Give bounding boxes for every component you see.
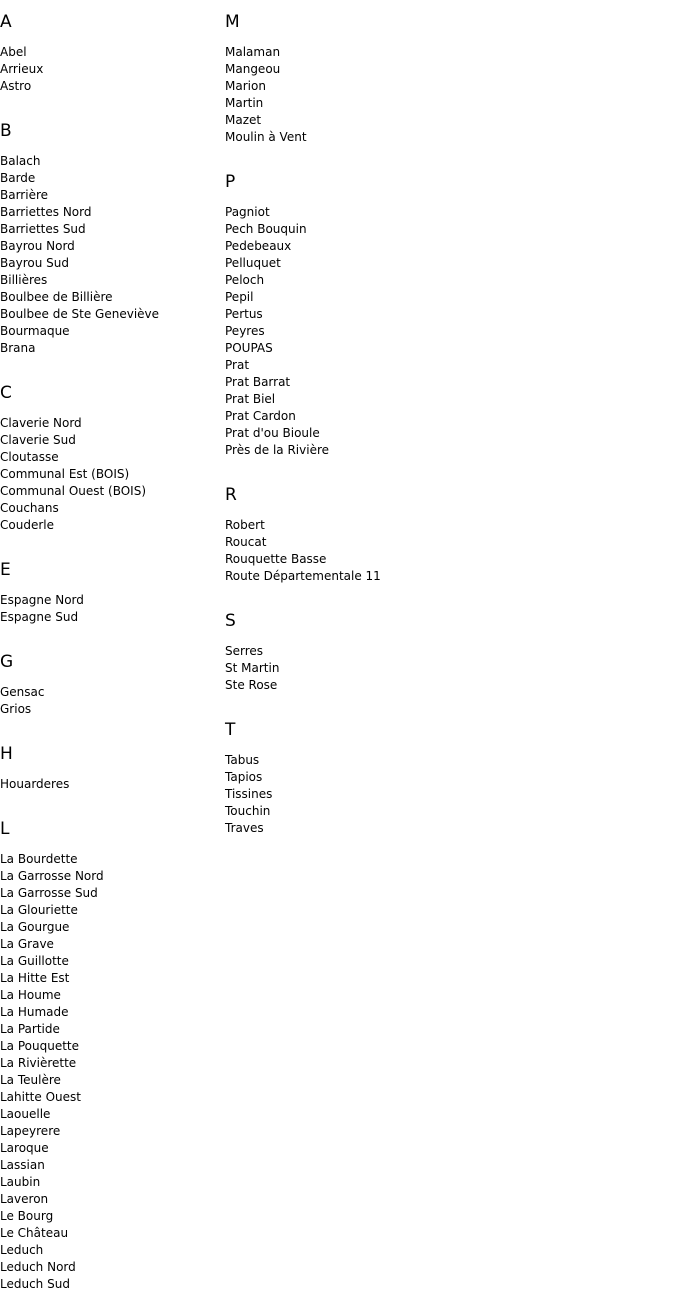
place-link[interactable]: POUPAS (225, 341, 273, 355)
place-link[interactable]: Claverie Nord (0, 416, 82, 430)
place-link[interactable]: Rouquette Basse (225, 552, 327, 566)
place-link[interactable]: La Hitte Est (0, 971, 70, 985)
place-link[interactable]: Prat Biel (225, 392, 276, 406)
place-link[interactable]: Bayrou Nord (0, 239, 75, 253)
letter-group-p (225, 172, 665, 459)
place-link[interactable]: Prat Barrat (225, 375, 291, 389)
place-link[interactable]: Prat Cardon (225, 409, 296, 423)
place-link[interactable]: Couderle (0, 518, 54, 532)
letter-heading: P (225, 172, 236, 192)
letter-group-a (0, 12, 225, 95)
place-link[interactable]: Houarderes (0, 777, 70, 791)
letter-group-t (225, 720, 665, 837)
place-link[interactable]: La Bourdette (0, 852, 78, 866)
place-list (0, 851, 225, 1293)
place-link[interactable]: Peloch (225, 273, 265, 287)
place-link[interactable]: Route Départementale 11 (225, 569, 381, 583)
place-link[interactable]: Mangeou (225, 62, 281, 76)
place-link[interactable]: Lapeyrere (0, 1124, 61, 1138)
index-column-right (225, 0, 665, 837)
place-link[interactable]: Leduch (0, 1243, 44, 1257)
place-link[interactable]: Brana (0, 341, 36, 355)
place-list (225, 204, 665, 459)
place-link[interactable]: Lahitte Ouest (0, 1090, 81, 1104)
place-list (225, 44, 665, 146)
place-link[interactable]: St Martin (225, 661, 280, 675)
place-link[interactable]: Bayrou Sud (0, 256, 69, 270)
place-link[interactable]: Tapios (225, 770, 263, 784)
place-link[interactable]: Moulin à Vent (225, 130, 307, 144)
letter-heading: R (225, 485, 237, 505)
place-link[interactable]: Tabus (225, 753, 260, 767)
place-link[interactable]: La Houme (0, 988, 61, 1002)
place-link[interactable]: Gensac (0, 685, 45, 699)
place-link[interactable]: Marion (225, 79, 266, 93)
letter-heading: E (0, 560, 11, 580)
place-link[interactable]: Astro (0, 79, 32, 93)
place-list (0, 415, 225, 534)
place-link[interactable]: Billières (0, 273, 48, 287)
place-list (225, 752, 665, 837)
letter-group-l (0, 819, 225, 1293)
place-link[interactable]: Pech Bouquin (225, 222, 307, 236)
place-link[interactable]: La Grave (0, 937, 54, 951)
place-list (0, 44, 225, 95)
place-link[interactable]: Tissines (225, 787, 273, 801)
place-link[interactable]: Couchans (0, 501, 59, 515)
place-link[interactable]: Laroque (0, 1141, 49, 1155)
letter-heading: S (225, 611, 236, 631)
place-link[interactable]: Communal Ouest (BOIS) (0, 484, 147, 498)
place-link[interactable]: Espagne Sud (0, 610, 79, 624)
place-link[interactable]: La Glouriette (0, 903, 78, 917)
place-link[interactable]: Abel (0, 45, 27, 59)
place-link[interactable]: Près de la Rivière (225, 443, 330, 457)
place-list (225, 643, 665, 694)
place-list (0, 776, 225, 793)
place-link[interactable]: Serres (225, 644, 264, 658)
place-link[interactable]: La Gourgue (0, 920, 70, 934)
place-list (225, 517, 665, 585)
place-link[interactable]: Traves (225, 821, 264, 835)
place-link[interactable]: La Rivièrette (0, 1056, 77, 1070)
letter-group-c (0, 383, 225, 534)
place-link[interactable]: Ste Rose (225, 678, 278, 692)
place-link[interactable]: Balach (0, 154, 41, 168)
place-link[interactable]: Martin (225, 96, 264, 110)
place-list (0, 153, 225, 357)
place-link[interactable]: Peyres (225, 324, 265, 338)
letter-heading: G (0, 652, 14, 672)
place-link[interactable]: Le Château (0, 1226, 69, 1240)
letter-heading: A (0, 12, 12, 32)
place-link[interactable]: Roucat (225, 535, 267, 549)
place-link[interactable]: Pertus (225, 307, 263, 321)
place-link[interactable]: Robert (225, 518, 265, 532)
place-link[interactable]: Leduch Sud (0, 1277, 70, 1291)
place-link[interactable]: Claverie Sud (0, 433, 76, 447)
place-link[interactable]: Pedebeaux (225, 239, 292, 253)
place-link[interactable]: La Teulère (0, 1073, 61, 1087)
place-list (0, 592, 225, 626)
place-link[interactable]: Prat (225, 358, 250, 372)
place-link[interactable]: Bourmaque (0, 324, 70, 338)
place-link[interactable]: La Pouquette (0, 1039, 80, 1053)
place-link[interactable]: Prat d'ou Bioule (225, 426, 320, 440)
place-link[interactable]: Pelluquet (225, 256, 281, 270)
place-link[interactable]: Mazet (225, 113, 262, 127)
letter-group-g (0, 652, 225, 718)
place-link[interactable]: La Garrosse Nord (0, 869, 104, 883)
index-column-left (0, 0, 225, 1293)
letter-group-r (225, 485, 665, 585)
place-link[interactable]: Arrieux (0, 62, 44, 76)
place-link[interactable]: La Garrosse Sud (0, 886, 98, 900)
place-link[interactable]: Barrière (0, 188, 49, 202)
place-link[interactable]: Le Bourg (0, 1209, 54, 1223)
place-link[interactable]: Pepil (225, 290, 254, 304)
letter-group-m (225, 12, 665, 146)
letter-group-s (225, 611, 665, 694)
letter-heading: L (0, 819, 10, 839)
letter-heading: B (0, 121, 12, 141)
place-link[interactable]: La Guillotte (0, 954, 69, 968)
place-link[interactable]: Cloutasse (0, 450, 59, 464)
place-link[interactable]: Laveron (0, 1192, 49, 1206)
place-link[interactable]: Barde (0, 171, 36, 185)
place-list (0, 684, 225, 718)
place-link[interactable]: Espagne Nord (0, 593, 84, 607)
place-link[interactable]: Malaman (225, 45, 281, 59)
place-link[interactable]: Laouelle (0, 1107, 51, 1121)
place-link[interactable]: Leduch Nord (0, 1260, 76, 1274)
place-link[interactable]: Pagniot (225, 205, 270, 219)
place-link[interactable]: Communal Est (BOIS) (0, 467, 130, 481)
letter-heading: C (0, 383, 12, 403)
place-link[interactable]: Grios (0, 702, 32, 716)
place-link[interactable]: Barriettes Sud (0, 222, 86, 236)
place-link[interactable]: Touchin (225, 804, 271, 818)
place-link[interactable]: Boulbee de Billière (0, 290, 113, 304)
letter-heading: M (225, 12, 240, 32)
letter-group-e (0, 560, 225, 626)
place-link[interactable]: Lassian (0, 1158, 45, 1172)
place-link[interactable]: Laubin (0, 1175, 41, 1189)
letter-heading: H (0, 744, 13, 764)
letter-group-h (0, 744, 225, 793)
letter-group-b (0, 121, 225, 357)
place-link[interactable]: Barriettes Nord (0, 205, 92, 219)
place-link[interactable]: Boulbee de Ste Geneviève (0, 307, 160, 321)
place-link[interactable]: La Humade (0, 1005, 69, 1019)
place-link[interactable]: La Partide (0, 1022, 60, 1036)
letter-heading: T (225, 720, 236, 740)
